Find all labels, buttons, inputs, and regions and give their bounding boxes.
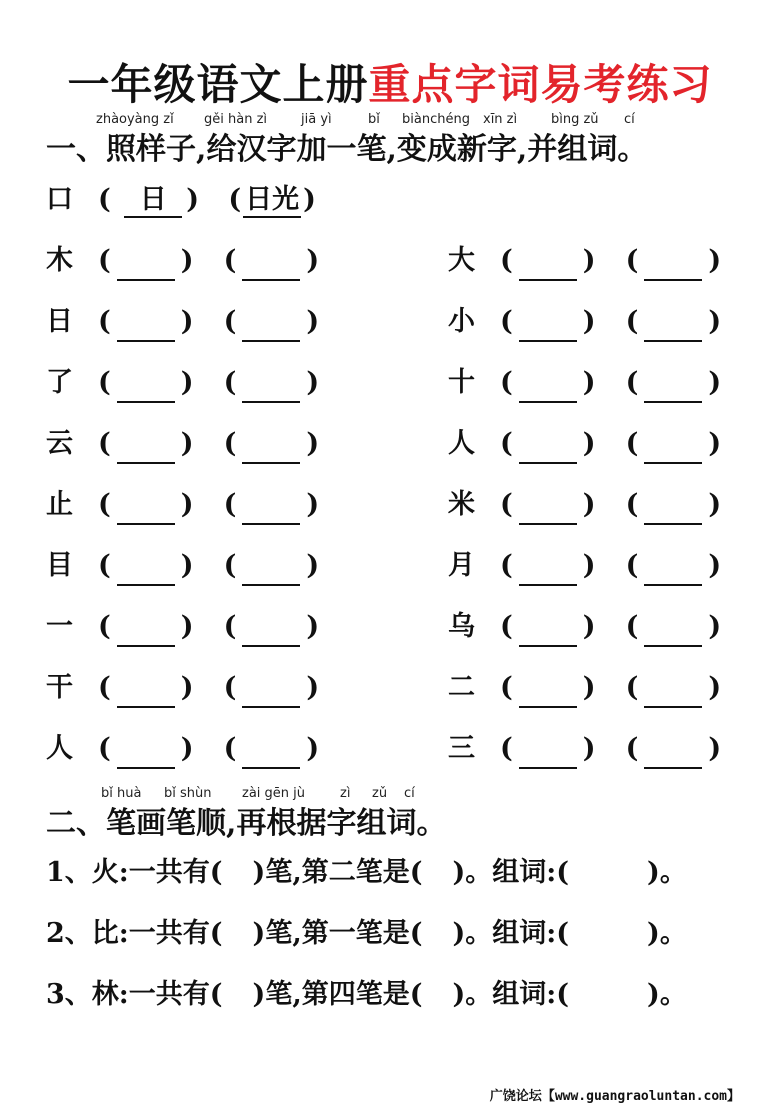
answer-blank[interactable]	[242, 401, 300, 403]
base-char: 人	[448, 428, 475, 459]
answer-blank[interactable]	[117, 523, 175, 525]
pinyin: bǐ huà	[101, 786, 142, 801]
example-char: 口	[46, 184, 73, 215]
pinyin: gěi hàn zì	[204, 112, 268, 127]
exercise-row-right: 乌 ( ) ( )	[448, 607, 721, 647]
footer-site: 广饶论坛	[489, 1089, 542, 1104]
pinyin: biànchéng	[402, 112, 470, 127]
answer-blank[interactable]	[117, 401, 175, 403]
answer-blank[interactable]	[519, 340, 577, 342]
answer-blank[interactable]	[519, 523, 577, 525]
pinyin: bǐ	[368, 112, 380, 127]
count-label: :一共有(	[118, 918, 223, 949]
title-red: 重点字词易考练习	[368, 60, 713, 109]
answer-blank[interactable]	[644, 645, 702, 647]
stroke-label: 笔,第二笔是	[265, 857, 410, 888]
pinyin: zài gēn jù	[242, 786, 306, 801]
answer-blank[interactable]	[519, 584, 577, 586]
example-answer-2: 日光	[243, 184, 301, 218]
exercise-row-left: 止 ( ) ( )	[46, 485, 319, 525]
exercise-row-right: 十 ( ) ( )	[448, 363, 721, 403]
exercise-row-right: 二 ( ) ( )	[448, 668, 721, 708]
exercise-row-right: 月 ( ) ( )	[448, 546, 721, 586]
answer-blank[interactable]	[242, 340, 300, 342]
base-char: 三	[448, 733, 475, 764]
close-paren: )	[252, 979, 266, 1010]
count-label: :一共有(	[118, 857, 223, 888]
title-black: 一年级语文上册	[67, 60, 369, 109]
example-answer-1: 日	[124, 184, 182, 218]
base-char: 一	[46, 611, 73, 642]
count-label: :一共有(	[118, 979, 223, 1010]
pinyin: cí	[624, 112, 635, 127]
exercise-row-right: 小 ( ) ( )	[448, 302, 721, 342]
question-row: 1、火:一共有( )笔,第二笔是( )。组词:( )。	[46, 857, 687, 888]
question-char: 比	[91, 918, 119, 949]
answer-blank[interactable]	[242, 767, 300, 769]
page-title	[0, 52, 780, 112]
answer-blank[interactable]	[644, 401, 702, 403]
footer	[490, 1085, 740, 1104]
answer-blank[interactable]	[242, 706, 300, 708]
base-char: 云	[46, 428, 73, 459]
answer-blank[interactable]	[117, 767, 175, 769]
stroke-label: 笔,第一笔是	[265, 918, 410, 949]
answer-blank[interactable]	[519, 767, 577, 769]
exercise-row-right: 人 ( ) ( )	[448, 424, 721, 464]
words-label: )。组词:(	[452, 857, 570, 888]
answer-blank[interactable]	[242, 584, 300, 586]
pinyin: xīn zì	[483, 112, 518, 127]
stroke-label: 笔,第四笔是	[265, 979, 410, 1010]
exercise-row-left: 了 ( ) ( )	[46, 363, 319, 403]
end-label: )。	[647, 918, 687, 949]
question-number: 3、	[46, 979, 92, 1010]
section-2-pinyin	[46, 786, 546, 804]
base-char: 月	[448, 550, 475, 581]
question-number: 1、	[46, 857, 92, 888]
answer-blank[interactable]	[644, 279, 702, 281]
answer-blank[interactable]	[644, 523, 702, 525]
question-char: 林	[91, 979, 119, 1010]
pinyin: cí	[404, 786, 415, 801]
base-char: 止	[46, 489, 73, 520]
end-label: )。	[647, 979, 687, 1010]
answer-blank[interactable]	[117, 279, 175, 281]
exercise-row-left: 木 ( ) ( )	[46, 241, 319, 281]
base-char: 大	[448, 245, 475, 276]
section-2-heading: 二、笔画笔顺,再根据字组词。	[46, 806, 447, 841]
answer-blank[interactable]	[242, 279, 300, 281]
exercise-row-left: 一 ( ) ( )	[46, 607, 319, 647]
footer-url: 【www.guangraoluntan.com】	[541, 1089, 740, 1104]
words-label: )。组词:(	[452, 979, 570, 1010]
question-row: 3、林:一共有( )笔,第四笔是( )。组词:( )。	[46, 979, 687, 1010]
answer-blank[interactable]	[519, 279, 577, 281]
section-2	[46, 786, 546, 844]
answer-blank[interactable]	[117, 645, 175, 647]
answer-blank[interactable]	[644, 584, 702, 586]
pinyin: jiā yì	[301, 112, 332, 127]
answer-blank[interactable]	[644, 462, 702, 464]
pinyin: zǔ	[372, 786, 388, 801]
answer-blank[interactable]	[117, 584, 175, 586]
base-char: 乌	[448, 611, 475, 642]
answer-blank[interactable]	[644, 706, 702, 708]
words-label: )。组词:(	[452, 918, 570, 949]
base-char: 人	[46, 733, 73, 764]
base-char: 日	[46, 306, 73, 337]
pinyin: bǐ shùn	[164, 786, 212, 801]
section-1-pinyin	[46, 112, 746, 130]
exercise-row-left: 云 ( ) ( )	[46, 424, 319, 464]
exercise-row-left: 日 ( ) ( )	[46, 302, 319, 342]
base-char: 木	[46, 245, 73, 276]
pinyin: bìng zǔ	[551, 112, 599, 127]
base-char: 了	[46, 367, 73, 398]
answer-blank[interactable]	[644, 340, 702, 342]
end-label: )。	[647, 857, 687, 888]
answer-blank[interactable]	[644, 767, 702, 769]
question-number: 2、	[46, 918, 92, 949]
answer-blank[interactable]	[519, 401, 577, 403]
pinyin: zì	[340, 786, 351, 801]
base-char: 干	[46, 672, 73, 703]
base-char: 十	[448, 367, 475, 398]
answer-blank[interactable]	[519, 645, 577, 647]
question-row: 2、比:一共有( )笔,第一笔是( )。组词:( )。	[46, 918, 687, 949]
section-1	[46, 112, 746, 170]
answer-blank[interactable]	[242, 523, 300, 525]
exercise-row-left: 目 ( ) ( )	[46, 546, 319, 586]
close-paren: )	[252, 918, 266, 949]
close-paren: )	[252, 857, 266, 888]
question-char: 火	[91, 857, 119, 888]
base-char: 二	[448, 672, 475, 703]
answer-blank[interactable]	[519, 462, 577, 464]
answer-blank[interactable]	[242, 645, 300, 647]
exercise-row-right: 米 ( ) ( )	[448, 485, 721, 525]
exercise-row-left: 干 ( ) ( )	[46, 668, 319, 708]
answer-blank[interactable]	[242, 462, 300, 464]
answer-blank[interactable]	[117, 462, 175, 464]
pinyin: zhàoyàng zǐ	[96, 112, 174, 127]
section-1-heading: 一、照样子,给汉字加一笔,变成新字,并组词。	[46, 132, 648, 167]
exercise-row-right: 三 ( ) ( )	[448, 729, 721, 769]
exercise-row-right: 大 ( ) ( )	[448, 241, 721, 281]
base-char: 小	[448, 306, 475, 337]
answer-blank[interactable]	[117, 340, 175, 342]
answer-blank[interactable]	[519, 706, 577, 708]
answer-blank[interactable]	[117, 706, 175, 708]
exercise-row-left: 人 ( ) ( )	[46, 729, 319, 769]
base-char: 米	[448, 489, 475, 520]
base-char: 目	[46, 550, 73, 581]
example-row: 口 ( 日 ) ( 日光 )	[46, 180, 316, 220]
